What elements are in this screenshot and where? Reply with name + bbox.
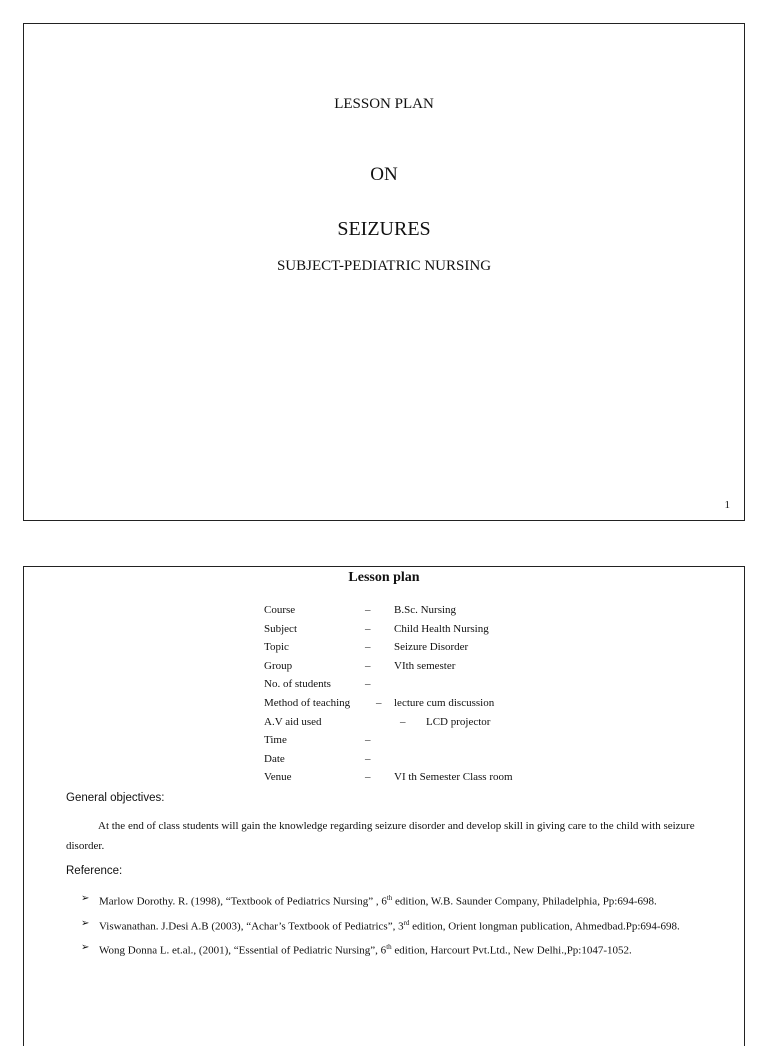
cover-title: LESSON PLAN — [334, 96, 434, 112]
info-value: Child Health Nursing — [394, 622, 489, 635]
general-objectives-heading: General objectives: — [66, 792, 165, 804]
cover-on: ON — [370, 164, 398, 185]
info-dash: – — [376, 696, 382, 709]
info-label: Method of teaching — [264, 696, 351, 709]
info-label: Topic — [264, 641, 289, 654]
info-label: Date — [264, 752, 285, 765]
reference-heading: Reference: — [66, 865, 123, 877]
info-label: Group — [264, 659, 293, 672]
lesson-plan-page — [23, 566, 745, 1046]
arrow-bullet-icon: ➢ — [81, 942, 90, 954]
cover-page — [23, 23, 745, 521]
reference-list — [66, 889, 736, 963]
info-value: B.Sc. Nursing — [394, 604, 457, 616]
cover-subject: SUBJECT-PEDIATRIC NURSING — [276, 258, 492, 274]
general-objectives-text: At the end of class students will gain the knowledge regarding seizure disorder and develop skill in giving care to the child with seizure disorder. — [66, 820, 695, 852]
info-value: lecture cum discussion — [394, 696, 495, 709]
page-number: 1 — [724, 499, 730, 511]
info-dash: – — [365, 659, 371, 672]
info-dash: – — [365, 622, 371, 635]
reference-item: ➢ Viswanathan. J.Desi A.B (2003), “Achar’s Textbook of Pediatrics”, 3rd edition, Orient longman publication, Ahmedbad.Pp:694-698. — [66, 914, 736, 937]
arrow-bullet-icon: ➢ — [81, 893, 90, 904]
info-dash: – — [365, 678, 371, 691]
info-label: Time — [264, 734, 287, 747]
info-value: VIth semester — [394, 659, 456, 672]
info-label: Venue — [264, 771, 292, 784]
info-dash: – — [365, 604, 371, 616]
info-dash: – — [400, 715, 406, 728]
info-value: VI th Semester Class room — [394, 771, 513, 784]
lesson-plan-title: Lesson plan — [348, 570, 420, 585]
info-value: LCD projector — [426, 715, 491, 728]
arrow-bullet-icon: ➢ — [81, 917, 90, 929]
info-label: Subject — [264, 622, 297, 635]
info-label: No. of students — [264, 678, 331, 691]
info-value: Seizure Disorder — [394, 641, 469, 654]
info-dash: – — [365, 771, 371, 784]
info-dash: – — [365, 641, 371, 654]
reference-item: ➢ Wong Donna L. et.al., (2001), “Essential of Pediatric Nursing”, 6th edition, Harcourt Pvt.Ltd., New Delhi.,Pp:1047-1052. — [66, 938, 736, 961]
cover-topic: SEIZURES — [337, 218, 431, 240]
info-label: Course — [264, 604, 296, 616]
info-dash: – — [365, 734, 371, 747]
reference-item: ➢ Marlow Dorothy. R. (1998), “Textbook of Pediatrics Nursing” , 6th edition, W.B. Saunder Company, Philadelphia, Pp:694-698. — [66, 889, 736, 912]
info-dash: – — [365, 752, 371, 765]
info-label: A.V aid used — [264, 715, 322, 728]
